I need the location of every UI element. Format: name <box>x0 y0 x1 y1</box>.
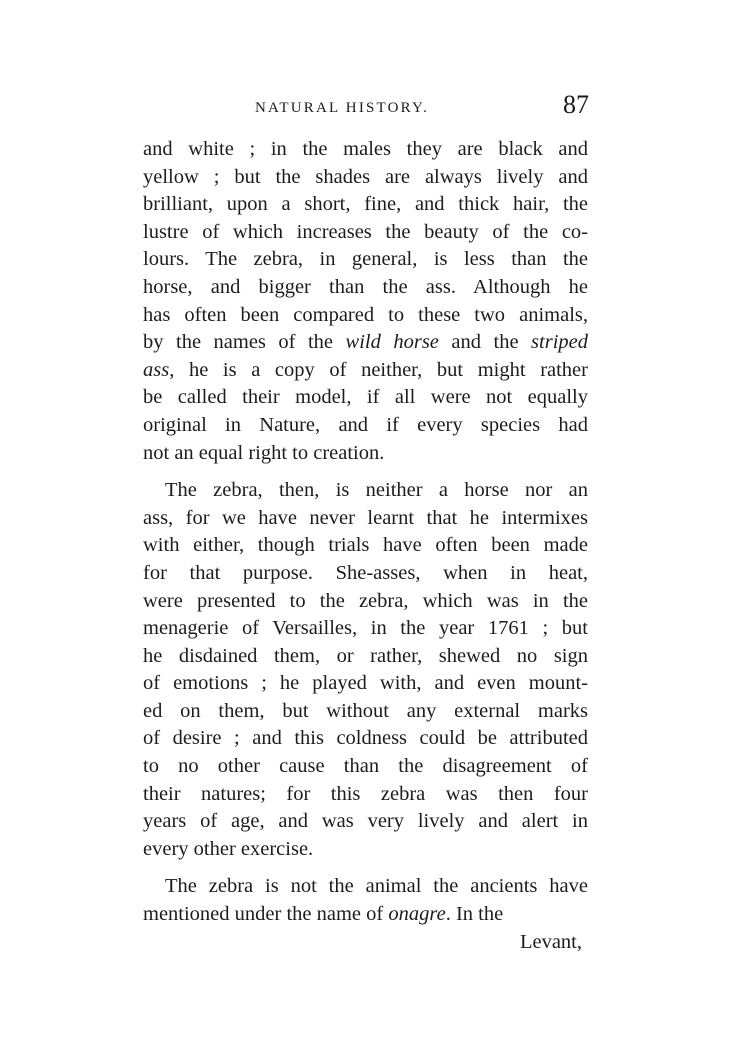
text-line <box>143 191 588 219</box>
paragraph <box>143 136 588 467</box>
text-line <box>143 588 588 616</box>
text-line <box>143 836 588 864</box>
text-line <box>143 412 588 440</box>
text-line <box>143 384 588 412</box>
text-line <box>143 302 588 330</box>
text-run: mentioned under the name of <box>143 903 389 926</box>
text-line <box>143 532 588 560</box>
text-run: for that purpose. She-asses, when in heat, <box>143 561 588 584</box>
text-run: of emotions ; he played with, and even mount- <box>143 672 588 695</box>
text-run: The zebra, then, is neither a horse nor an <box>165 479 588 502</box>
text-line <box>143 274 588 302</box>
catchword: Levant, <box>519 930 582 953</box>
text-run: horse, and bigger than the ass. Although he <box>143 275 588 298</box>
italic-text: onagre <box>388 903 446 926</box>
text-run: with either, though trials have often been made <box>143 534 588 557</box>
text-run: menagerie of Versailles, in the year 1761 ; but <box>143 617 588 640</box>
text-run: . In the <box>445 903 504 926</box>
text-line <box>143 477 588 505</box>
text-run: yellow ; but the shades are always lively and <box>143 165 588 188</box>
text-run: lustre of which increases the beauty of the co- <box>143 220 588 243</box>
paragraph-gap <box>143 467 588 477</box>
text-run: by the names of the <box>143 331 346 354</box>
running-title: NATURAL HISTORY. <box>255 100 430 116</box>
text-line <box>143 781 588 809</box>
text-run: not an equal right to creation. <box>143 441 385 464</box>
text-line <box>143 329 588 357</box>
text-line <box>143 643 588 671</box>
text-run: he disdained them, or rather, shewed no sign <box>143 644 588 667</box>
text-line <box>143 246 588 274</box>
text-run: and white ; in the males they are black and <box>143 138 588 160</box>
text-run: of desire ; and this coldness could be attributed <box>143 727 588 750</box>
text-line <box>143 357 588 385</box>
text-run: The zebra is not the animal the ancients have <box>165 875 588 898</box>
text-run: ed on them, but without any external marks <box>143 699 588 722</box>
text-line <box>143 136 588 164</box>
paragraph <box>143 873 588 928</box>
body-text <box>143 136 588 956</box>
text-line <box>143 698 588 726</box>
text-run: brilliant, upon a short, fine, and thick hair, the <box>143 193 588 216</box>
text-line <box>143 219 588 247</box>
text-run: their natures; for this zebra was then four <box>143 782 588 805</box>
running-head <box>143 90 591 130</box>
text-line <box>143 440 588 468</box>
text-line <box>143 873 588 901</box>
text-run: and the <box>438 331 532 354</box>
text-run: every other exercise. <box>143 837 314 860</box>
text-line <box>143 725 588 753</box>
text-run: has often been compared to these two animals, <box>143 303 588 326</box>
text-run: ass, for we have never learnt that he intermixes <box>143 506 588 529</box>
italic-text: ass <box>143 358 170 381</box>
text-line <box>143 670 588 698</box>
text-run: original in Nature, and if every species had <box>143 413 588 436</box>
text-line <box>143 164 588 192</box>
text-run: to no other cause than the disagreement of <box>143 755 588 778</box>
text-line <box>143 901 588 929</box>
text-line <box>143 505 588 533</box>
paragraph <box>143 477 588 863</box>
text-run: , he is a copy of neither, but might rather <box>169 358 588 381</box>
text-run: lours. The zebra, in general, is less than the <box>143 248 588 271</box>
text-run: were presented to the zebra, which was in the <box>143 589 588 612</box>
italic-text: striped <box>531 331 588 354</box>
text-line <box>143 753 588 781</box>
paragraph-gap <box>143 863 588 873</box>
page-number: 87 <box>563 90 589 119</box>
text-run: years of age, and was very lively and alert in <box>143 810 588 833</box>
text-line <box>143 615 588 643</box>
italic-text: wild horse <box>345 331 439 354</box>
text-line <box>143 560 588 588</box>
text-line <box>143 808 588 836</box>
text-run: be called their model, if all were not equally <box>143 386 588 409</box>
